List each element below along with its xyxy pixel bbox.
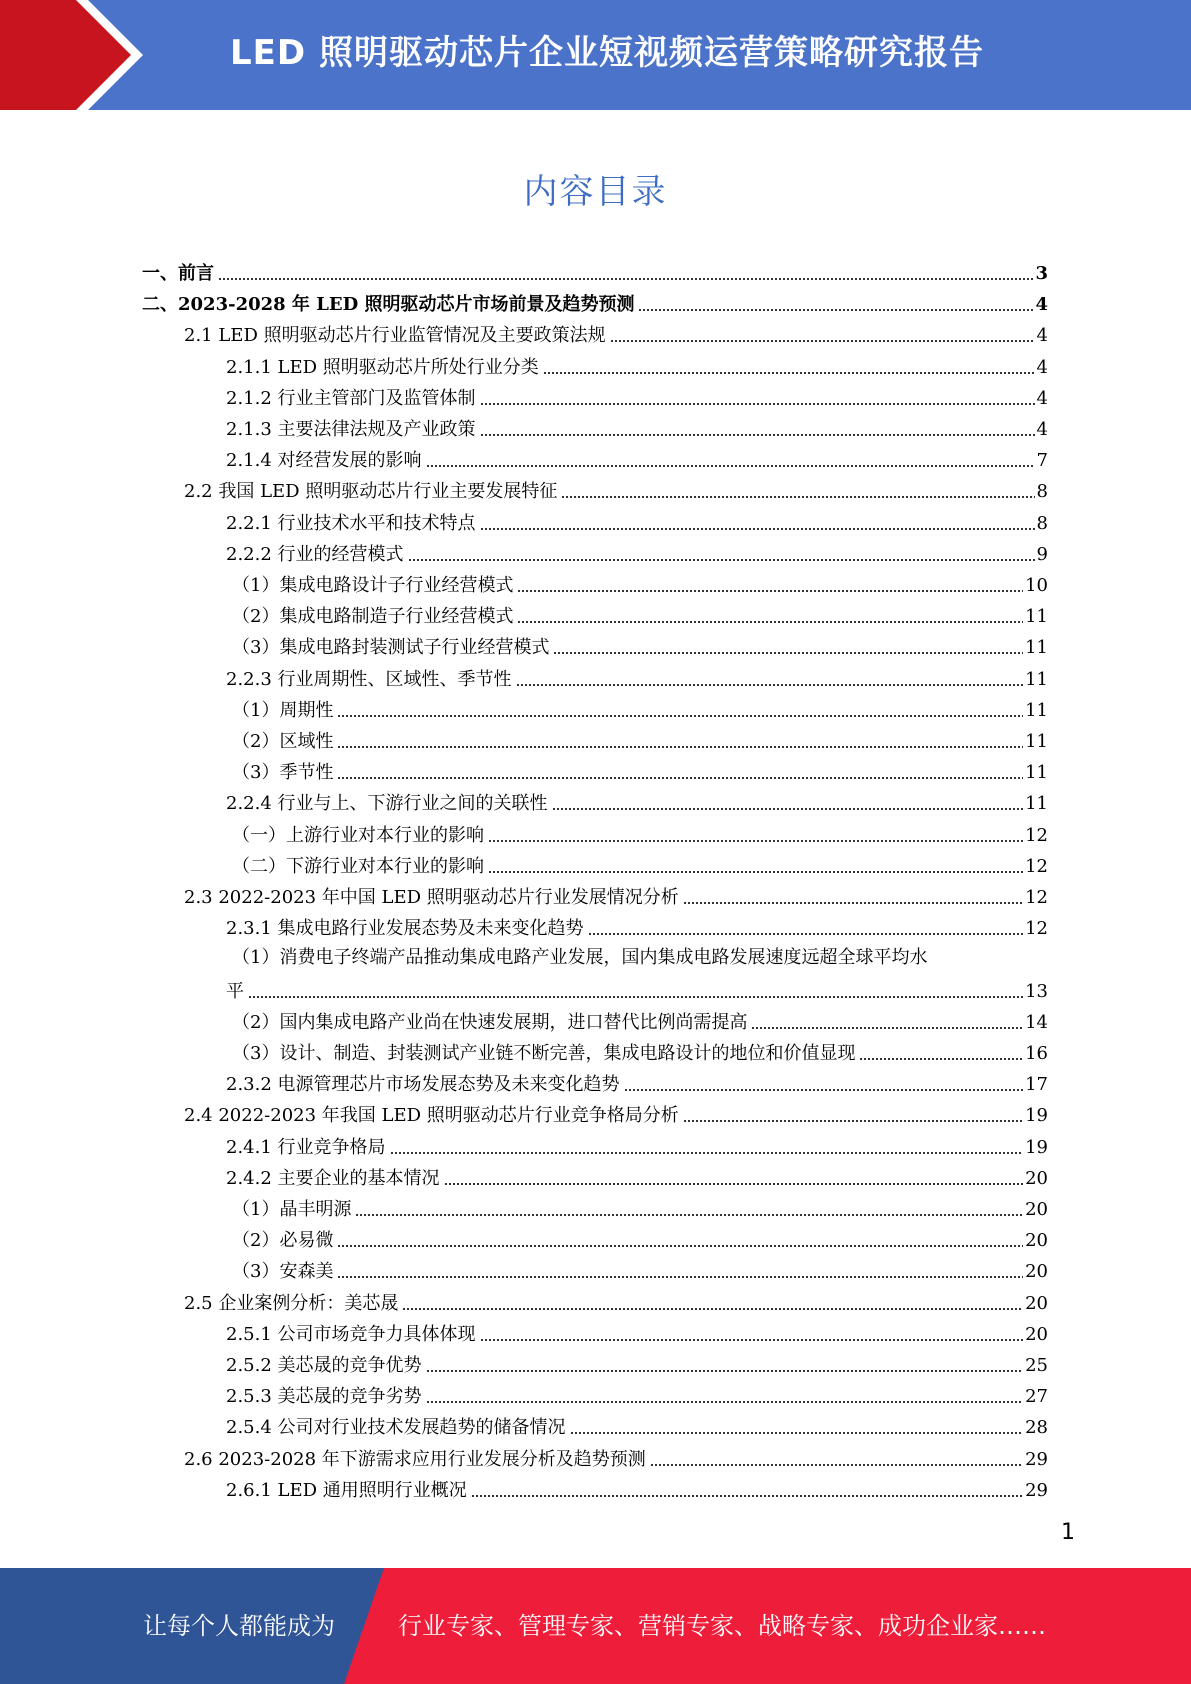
toc-entry-page: 20 <box>1025 1261 1048 1283</box>
toc-entry-page: 17 <box>1025 1074 1048 1096</box>
toc-leader-dots <box>426 1400 1024 1404</box>
toc-entry-label: 2.1.3 主要法律法规及产业政策 <box>226 419 476 440</box>
toc-leader-dots <box>751 1026 1023 1030</box>
toc-entry-label: （2）集成电路制造子行业经营模式 <box>232 606 514 628</box>
toc-entry-page: 11 <box>1025 606 1048 628</box>
toc-leader-dots <box>480 433 1035 437</box>
toc-entry-page: 20 <box>1025 1167 1048 1189</box>
toc-entry[interactable] <box>226 1128 1048 1159</box>
toc-entry[interactable] <box>226 909 1048 940</box>
toc-leader-dots <box>624 1088 1024 1092</box>
toc-entry-label: （3）安森美 <box>232 1261 334 1283</box>
toc-entry[interactable] <box>226 535 1048 566</box>
toc-entry-label: 2.1.2 行业主管部门及监管体制 <box>226 387 476 409</box>
toc-entry[interactable] <box>232 566 1048 597</box>
toc-entry-label: （3）设计、制造、封装测试产业链不断完善，集成电路设计的地位和价值显现 <box>232 1043 856 1064</box>
toc-entry[interactable] <box>232 1190 1048 1221</box>
toc-leader-dots <box>543 371 1035 375</box>
toc-entry-page: 9 <box>1036 543 1048 565</box>
toc-leader-dots <box>337 1244 1023 1248</box>
toc-entry-page: 11 <box>1025 793 1048 815</box>
toc-entry-page: 12 <box>1025 887 1048 908</box>
toc-leader-dots <box>480 402 1035 406</box>
toc-entry[interactable] <box>142 254 1048 285</box>
toc-entry-label: 平 <box>226 980 244 1002</box>
toc-leader-dots <box>248 995 1023 999</box>
toc-entry[interactable] <box>232 847 1048 878</box>
toc-entry-label: 2.1.1 LED 照明驱动芯片所处行业分类 <box>226 356 539 378</box>
toc-entry[interactable] <box>232 722 1048 753</box>
toc-entry-label: 2.1 LED 照明驱动芯片行业监管情况及主要政策法规 <box>184 325 606 347</box>
toc-entry-page: 20 <box>1025 1199 1048 1220</box>
toc-leader-dots <box>471 1494 1023 1498</box>
toc-entry-page: 28 <box>1025 1417 1048 1439</box>
toc-entry[interactable] <box>232 816 1048 847</box>
toc-entry[interactable] <box>226 441 1048 472</box>
toc-entry-page: 12 <box>1025 855 1048 877</box>
toc-leader-dots <box>859 1057 1023 1061</box>
toc-leader-dots <box>488 839 1023 843</box>
toc-entry-page: 13 <box>1025 980 1048 1002</box>
toc-leader-dots <box>337 1275 1023 1279</box>
toc-entry-label: （1）晶丰明源 <box>232 1199 352 1220</box>
toc-entry-page: 14 <box>1025 1011 1048 1033</box>
toc-leader-dots <box>517 620 1023 624</box>
toc-entry-label: （2）国内集成电路产业尚在快速发展期，进口替代比例尚需提高 <box>232 1011 748 1033</box>
toc-entry[interactable] <box>226 410 1048 441</box>
toc-leader-dots <box>638 308 1033 312</box>
toc-entry-page: 20 <box>1025 1292 1048 1314</box>
toc-entry-label: 2.5.4 公司对行业技术发展趋势的储备情况 <box>226 1417 566 1439</box>
toc-entry[interactable] <box>226 1315 1048 1346</box>
toc-entry-label: 2.2.4 行业与上、下游行业之间的关联性 <box>226 793 548 815</box>
toc-leader-dots <box>552 807 1024 811</box>
toc-entry-label: 2.2 我国 LED 照明驱动芯片行业主要发展特征 <box>184 481 558 503</box>
toc-entry-label: （二）下游行业对本行业的影响 <box>232 855 484 877</box>
toc-entry-label: 二、2023-2028 年 LED 照明驱动芯片市场前景及趋势预测 <box>142 294 635 316</box>
toc-entry-label: （2）区域性 <box>232 731 334 752</box>
toc-entry-label: 2.3.2 电源管理芯片市场发展态势及未来变化趋势 <box>226 1074 620 1096</box>
toc-entry-page: 4 <box>1036 387 1048 409</box>
toc-leader-dots <box>650 1463 1023 1467</box>
toc-leader-dots <box>355 1213 1023 1217</box>
toc-entry[interactable] <box>232 753 1048 784</box>
toc-entry[interactable] <box>232 1252 1048 1283</box>
toc-leader-dots <box>553 651 1023 655</box>
toc-leader-dots <box>517 589 1023 593</box>
toc-entry-label: 2.1.4 对经营发展的影响 <box>226 450 422 472</box>
toc-entry[interactable] <box>226 784 1048 815</box>
toc-entry-page: 11 <box>1025 668 1048 690</box>
toc-entry-page: 4 <box>1036 419 1048 440</box>
footer-slogan-right: 行业专家、管理专家、营销专家、战略专家、成功企业家…… <box>398 1612 1046 1640</box>
report-title: LED 照明驱动芯片企业短视频运营策略研究报告 <box>230 33 984 73</box>
toc-leader-dots <box>570 1431 1024 1435</box>
toc-entry-label: 2.5.1 公司市场竞争力具体体现 <box>226 1323 476 1345</box>
toc-entry-page: 4 <box>1036 325 1048 347</box>
toc-entry[interactable] <box>232 628 1048 659</box>
toc-entry[interactable] <box>232 1003 1048 1034</box>
toc-entry-page: 3 <box>1035 263 1048 284</box>
toc-leader-dots <box>402 1307 1023 1311</box>
toc-entry-page: 29 <box>1025 1448 1048 1470</box>
toc-entry-page: 29 <box>1025 1479 1048 1501</box>
footer-banner <box>0 1568 1191 1684</box>
toc-entry-label: （一）上游行业对本行业的影响 <box>232 824 484 846</box>
toc-entry-label: （1）周期性 <box>232 699 334 721</box>
toc-entry[interactable] <box>226 348 1048 379</box>
toc-leader-dots <box>516 683 1024 687</box>
toc-entry-label: 2.2.1 行业技术水平和技术特点 <box>226 512 476 534</box>
toc-entry-page: 12 <box>1025 824 1048 846</box>
toc-entry-label: 2.5 企业案例分析：美芯晟 <box>184 1292 399 1314</box>
toc-entry-page: 11 <box>1025 762 1048 784</box>
toc-entry[interactable] <box>226 1065 1048 1096</box>
toc-entry-label: （3）集成电路封装测试子行业经营模式 <box>232 637 550 659</box>
toc-leader-dots <box>337 776 1023 780</box>
toc-entry-page: 19 <box>1025 1136 1048 1158</box>
toc-leader-dots <box>390 1151 1024 1155</box>
toc-entry-label: （1）集成电路设计子行业经营模式 <box>232 575 514 596</box>
toc-entry-label: 2.2.2 行业的经营模式 <box>226 543 404 565</box>
toc-leader-dots <box>218 277 1033 281</box>
toc-leader-dots <box>426 464 1035 468</box>
footer-slogan-left: 让每个人都能成为 <box>143 1612 335 1640</box>
page-number: 1 <box>1061 1520 1075 1545</box>
toc-entry[interactable] <box>184 1440 1048 1471</box>
toc-entry-page: 16 <box>1025 1043 1048 1064</box>
toc-leader-dots <box>444 1182 1024 1186</box>
toc-leader-dots <box>561 495 1034 499</box>
toc-entry-label: （3）季节性 <box>232 762 334 784</box>
toc-entry[interactable] <box>226 1346 1048 1377</box>
toc-leader-dots <box>426 1369 1024 1373</box>
toc-entry-page: 4 <box>1036 356 1048 378</box>
toc-entry-label: （1）消费电子终端产品推动集成电路产业发展，国内集成电路发展速度远超全球平均水 <box>232 947 928 969</box>
toc-entry-label: 2.6.1 LED 通用照明行业概况 <box>226 1479 467 1501</box>
header-banner <box>0 0 1191 110</box>
toc-entry-label: 2.3.1 集成电路行业发展态势及未来变化趋势 <box>226 918 584 940</box>
toc-entry-label: 2.4 2022-2023 年我国 LED 照明驱动芯片行业竞争格局分析 <box>184 1105 679 1127</box>
toc-entry-page: 11 <box>1025 731 1048 752</box>
toc-leader-dots <box>337 745 1023 749</box>
toc-entry[interactable] <box>232 1034 1048 1065</box>
toc-entry[interactable] <box>226 379 1048 410</box>
toc-entry-label: 2.2.3 行业周期性、区域性、季节性 <box>226 668 512 690</box>
toc-leader-dots <box>408 558 1035 562</box>
toc-entry[interactable] <box>184 1284 1048 1315</box>
toc-heading: 内容目录 <box>523 172 668 212</box>
toc-entry[interactable] <box>232 1221 1048 1252</box>
toc-entry-page: 11 <box>1025 699 1048 721</box>
toc-entry[interactable] <box>226 1159 1048 1190</box>
toc-entry[interactable] <box>226 1377 1048 1408</box>
toc-leader-dots <box>683 901 1023 905</box>
toc-entry[interactable] <box>226 1408 1048 1439</box>
toc-leader-dots <box>480 527 1035 531</box>
toc-leader-dots <box>480 1338 1024 1342</box>
toc-entry[interactable] <box>142 285 1048 316</box>
toc-entry-page: 25 <box>1025 1355 1048 1376</box>
toc-entry-page: 20 <box>1025 1323 1048 1345</box>
toc-entry-page: 19 <box>1025 1105 1048 1127</box>
toc-entry[interactable] <box>232 597 1048 628</box>
toc-entry-label: 一、前言 <box>142 263 214 284</box>
toc-leader-dots <box>337 714 1023 718</box>
toc-entry-label: 2.4.2 主要企业的基本情况 <box>226 1167 440 1189</box>
toc-entry[interactable] <box>184 1096 1048 1127</box>
toc-entry-page: 11 <box>1025 637 1048 659</box>
toc-entry[interactable] <box>226 504 1048 535</box>
toc-leader-dots <box>588 932 1024 936</box>
toc-entry-label: （2）必易微 <box>232 1230 334 1252</box>
toc-entry[interactable] <box>184 878 1048 909</box>
toc-entry-label: 2.5.3 美芯晟的竞争劣势 <box>226 1386 422 1408</box>
toc-entry-page: 7 <box>1036 450 1048 472</box>
toc-entry-label: 2.3 2022-2023 年中国 LED 照明驱动芯片行业发展情况分析 <box>184 887 679 908</box>
toc-entry-page: 27 <box>1025 1386 1048 1408</box>
toc-entry-page: 12 <box>1025 918 1048 940</box>
toc-entry[interactable] <box>226 972 1048 1003</box>
toc-entry-label: 2.6 2023-2028 年下游需求应用行业发展分析及趋势预测 <box>184 1448 646 1470</box>
toc-entry[interactable] <box>184 472 1048 503</box>
toc-leader-dots <box>488 870 1023 874</box>
toc-entry[interactable] <box>184 316 1048 347</box>
toc-entry-page: 4 <box>1035 294 1048 316</box>
toc-entry-label: 2.4.1 行业竞争格局 <box>226 1136 386 1158</box>
toc-entry-page: 10 <box>1025 575 1048 596</box>
toc-entry-page: 20 <box>1025 1230 1048 1252</box>
toc-entry[interactable] <box>226 660 1048 691</box>
toc-entry-label: 2.5.2 美芯晟的竞争优势 <box>226 1355 422 1376</box>
toc-entry-page: 8 <box>1036 481 1048 503</box>
toc-entry[interactable] <box>232 691 1048 722</box>
toc-leader-dots <box>683 1119 1023 1123</box>
toc-entry-page: 8 <box>1036 512 1048 534</box>
toc-leader-dots <box>610 339 1035 343</box>
toc-entry[interactable] <box>226 1471 1048 1502</box>
